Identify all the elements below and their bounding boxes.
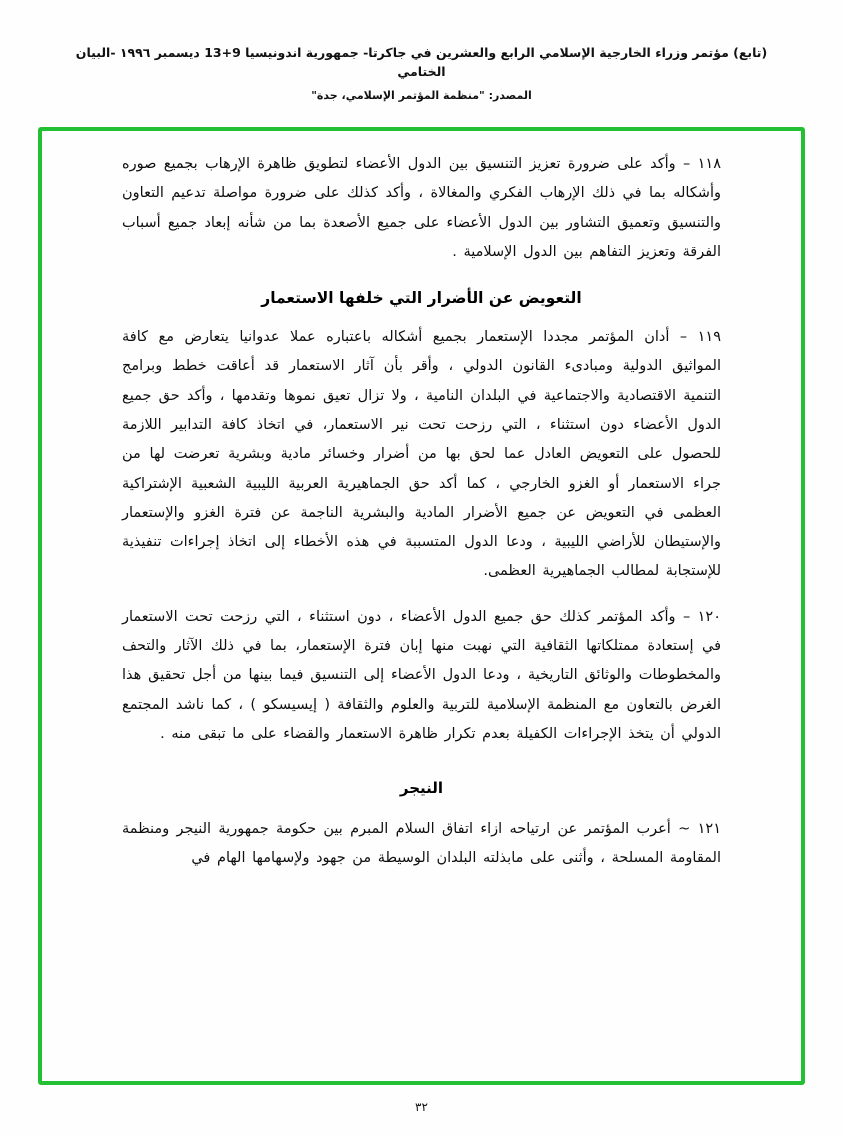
paragraph-121: ١٢١ ~ أعرب المؤتمر عن ارتياحه ازاء اتفاق السلام المبرم بين حكومة جمهورية النيجر ومنظمة المقاومة المسلحة ، وأثنى على مابذلته البلدان الوسيطة من جهود ولإسهامها الهام في — [122, 821, 721, 867]
heading-compensation-text: التعويض عن الأضرار التي خلفها الاستعمار — [261, 289, 582, 308]
header-source: المصدر: "منظمة المؤتمر الإسلامي، جدة" — [311, 88, 532, 102]
page-number: ٣٢ — [415, 1100, 428, 1114]
paragraph-118: ١١٨ – وأكد على ضرورة تعزيز التنسيق بين الدول الأعضاء لتطويق ظاهرة الإرهاب بجميع صوره وأشكاله بما في ذلك الإرهاب الفكري والمغالاة ، وأكد كذلك على ضرورة مواصلة تدعيم التعاون والتنسيق وتعميق التشاور بين الدول الأعضاء على جميع الأصعدة بما من شأنه إبعاد جميع أسباب الفرقة وتعزيز التفاهم بين الدول الإسلامية . — [122, 156, 721, 260]
heading-compensation — [122, 289, 721, 307]
paragraph-119: ١١٩ – أدان المؤتمر مجددا الإستعمار بجميع أشكاله باعتباره عملا عدوانيا يتعارض مع كافة المواثيق الدولية ومبادىء القانون الدولي ، وأقر بأن آثار الاستعمار قد أعاقت خطط وبرامج التنمية الاقتصادية والاجتماعية في البلدان النامية ، ولا تزال تعيق نموها وتقدمها ، وأكد حق جميع الدول الأعضاء دون استثناء ، التي رزحت تحت نير الاستعمار، في اتخاذ كافة التدابير اللازمة للحصول على التعويض العادل عما لحق بها من أضرار وخسائر مادية وبشرية تعرضت لها من جراء الاستعمار أو الغزو الخارجي ، كما أكد حق الجماهيرية العربية الليبية الشعبية الإشتراكية العظمى في التعويض عن جميع الأضرار المادية والبشرية الناجمة عن فترة الغزو والإستعمار والإستيطان للأراضي الليبية ، ودعا الدول المتسببة في هذه الأخطاء إلى اتخاذ إجراءات تنفيذية للإستجابة لمطالب الجماهيرية العظمى. — [122, 329, 721, 580]
heading-niger-text: النيجر — [399, 779, 444, 798]
paragraph-120: ١٢٠ – وأكد المؤتمر كذلك حق جميع الدول الأعضاء ، دون استثناء ، التي رزحت تحت الاستعمار في إستعادة ممتلكاتها الثقافية التي نهبت منها إبان فترة الإستعمار، بما في ذلك الآثار والتحف والمخطوطات والوثائق التاريخية ، ودعا الدول الأعضاء إلى التنسيق فيما بينها من أجل تحقيق هذا الغرض بالتعاون مع المنظمة الإسلامية للتربية والعلوم والثقافة ( إيسيسكو ) ، كما ناشد المجتمع الدولي أن يتخذ الإجراءات الكفيلة بعدم تكرار ظاهرة الاستعمار والقضاء على ما تبقى منه . — [122, 608, 721, 742]
header-conference-title: (تابع) مؤتمر وزراء الخارجية الإسلامي الرابع والعشرين في جاكرتا- جمهورية اندونيسيا 9+13 ديسمبر ١٩٩٦ -البيان الختامي — [75, 45, 768, 79]
page-header — [60, 44, 783, 102]
paragraph-spacer — [122, 593, 721, 603]
heading-niger — [122, 779, 721, 797]
document-body — [62, 150, 781, 1065]
